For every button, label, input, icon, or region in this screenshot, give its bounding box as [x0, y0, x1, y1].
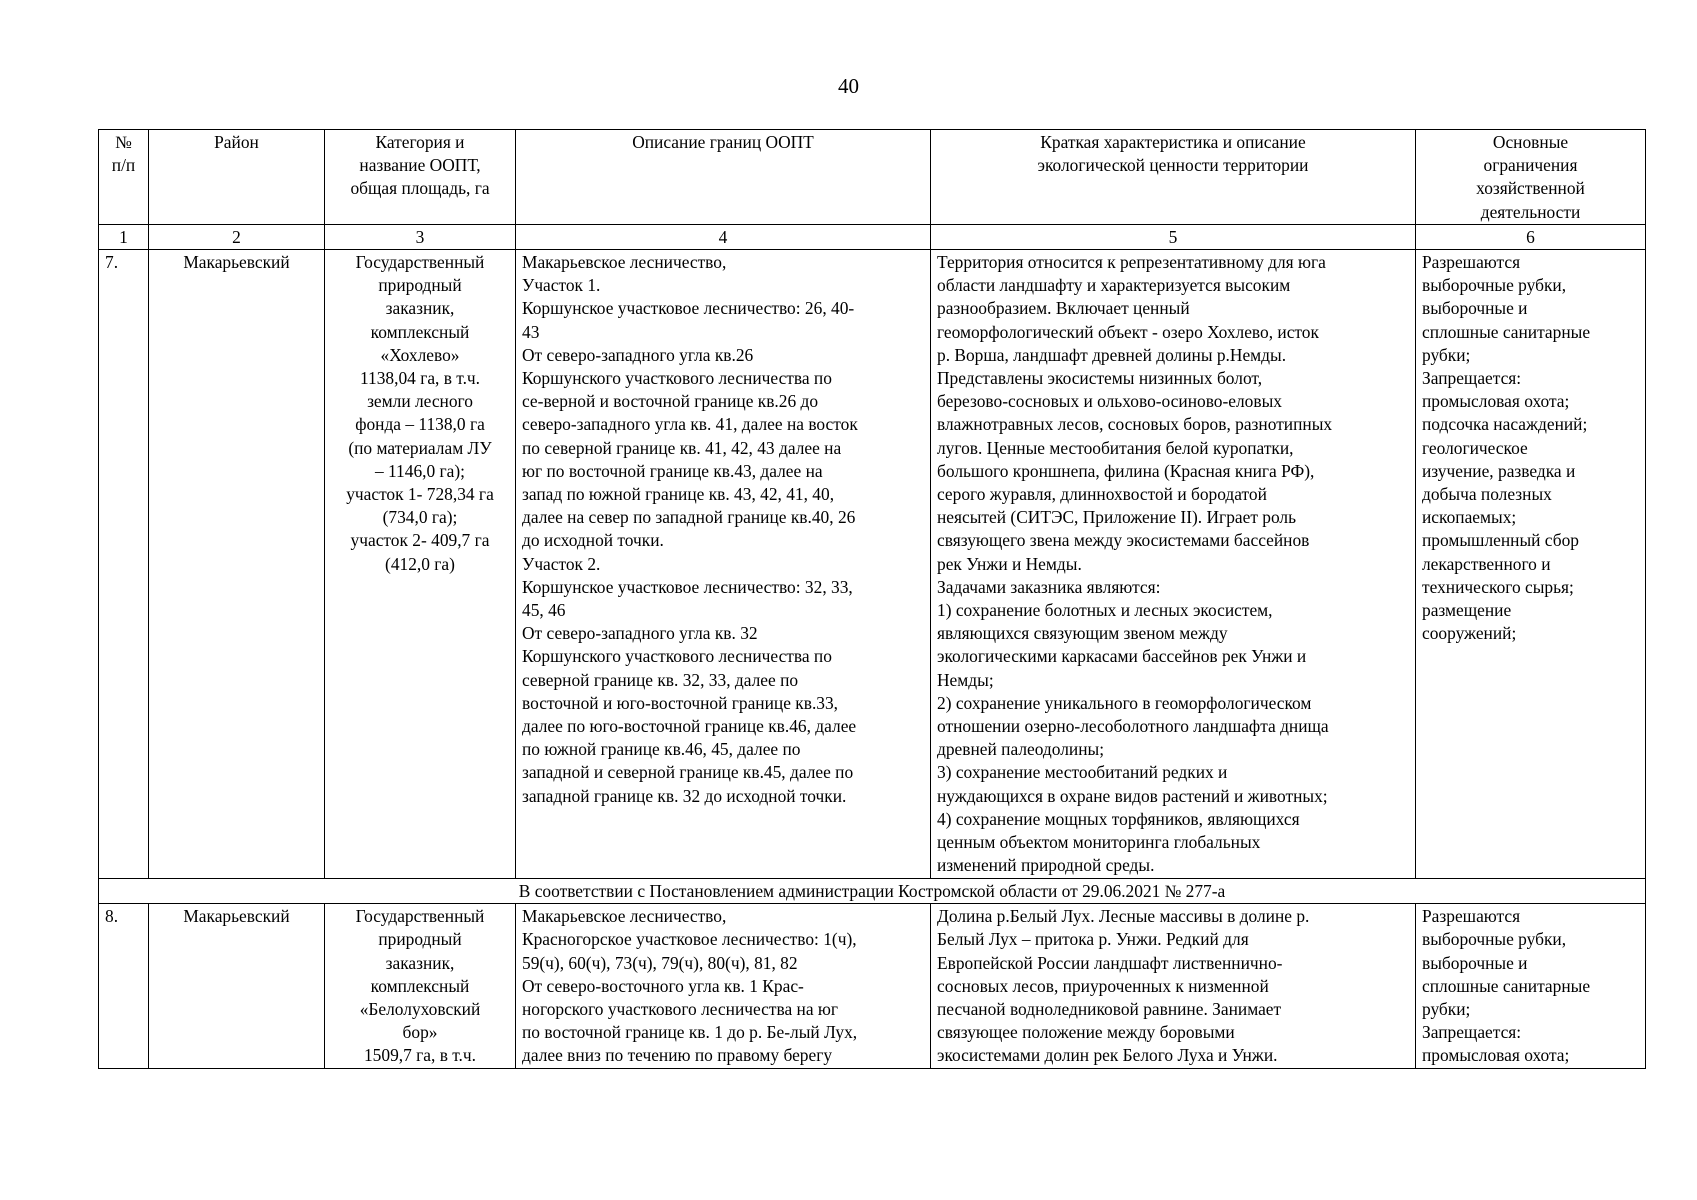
text-line: являющихся связующим звеном между	[937, 623, 1228, 644]
text-line: большого кроншнепа, филина (Красная книга РФ),	[937, 460, 1315, 481]
text-line: №	[115, 132, 132, 152]
header-restrictions	[1416, 130, 1646, 225]
text-line: по северной границе кв. 41, 42, 43 далее на	[522, 437, 842, 458]
row-number: 8.	[99, 904, 149, 1068]
text-line: древней палеодолины;	[937, 739, 1105, 760]
text-line: «Белолуховский	[359, 999, 481, 1020]
text-line: области ландшафту и характеризуется высоким	[937, 275, 1291, 296]
text-line: выборочные рубки,	[1422, 929, 1567, 950]
text-line: сплошные санитарные	[1422, 321, 1591, 342]
text-line: рубки;	[1422, 344, 1471, 365]
text-line: ископаемых;	[1422, 507, 1517, 528]
text-line: Запрещается:	[1422, 368, 1522, 389]
text-line: хозяйственной	[1476, 178, 1585, 199]
text-line: сооружений;	[1422, 623, 1517, 644]
column-number: 2	[149, 224, 325, 249]
text-line: фонда – 1138,0 га	[355, 414, 485, 435]
text-line: лугов. Ценные местообитания белой куропатки,	[937, 437, 1294, 458]
text-line: (по материалам ЛУ	[348, 437, 492, 458]
text-line: лекарственного и	[1422, 553, 1551, 574]
text-line: От северо-западного угла кв.26	[522, 344, 754, 365]
text-line: се-верной и восточной границе кв.26 до	[522, 391, 819, 412]
column-number: 1	[99, 224, 149, 249]
text-line: 1138,04 га, в т.ч.	[359, 368, 481, 389]
text-line: Запрещается:	[1422, 1022, 1522, 1043]
text-line: экосистемами долин рек Белого Луха и Унжи.	[937, 1045, 1278, 1066]
boundaries-cell	[516, 904, 931, 1068]
text-line: выборочные и	[1422, 298, 1528, 319]
text-line: по восточной границе кв. 1 до р. Бе-лый Лух,	[522, 1022, 858, 1043]
text-line: изучение, разведка и	[1422, 460, 1576, 481]
text-line: северо-западного угла кв. 41, далее на восток	[522, 414, 858, 435]
text-line: (734,0 га);	[382, 507, 458, 528]
text-line: Категория и	[375, 132, 465, 152]
text-line: Коршунское участковое лесничество: 26, 40-	[522, 298, 855, 319]
text-line: разнообразием. Включает ценный	[937, 298, 1190, 319]
text-line: 4) сохранение мощных торфяников, являющихся	[937, 808, 1300, 829]
text-line: выборочные и	[1422, 952, 1528, 973]
text-line: Красногорское участковое лесничество: 1(ч),	[522, 929, 857, 950]
text-line: Государственный	[355, 906, 485, 927]
text-line: ногорского участкового лесничества на юг	[522, 999, 839, 1020]
text-line: Краткая характеристика и описание	[1040, 132, 1306, 152]
description-cell	[931, 904, 1416, 1068]
text-line: Участок 1.	[522, 275, 601, 296]
table-row	[99, 250, 1646, 879]
text-line: серого журавля, длиннохвостой и бородатой	[937, 484, 1267, 505]
text-line: промысловая охота;	[1422, 391, 1570, 412]
page-number: 40	[838, 74, 859, 98]
text-line: выборочные рубки,	[1422, 275, 1567, 296]
text-line: запад по южной границе кв. 43, 42, 41, 40,	[522, 484, 835, 505]
text-line: по южной границе кв.46, 45, далее по	[522, 739, 801, 760]
text-line: Макарьевское лесничество,	[522, 906, 727, 927]
text-line: Европейской России ландшафт лиственнично-	[937, 952, 1283, 973]
text-line: связующего звена между экосистемами бассейнов	[937, 530, 1310, 551]
text-line: неясытей (СИТЭС, Приложение II). Играет роль	[937, 507, 1297, 528]
restrictions-cell	[1416, 904, 1646, 1068]
text-line: далее по юго-восточной границе кв.46, далее	[522, 716, 857, 737]
header-boundaries	[516, 130, 931, 225]
text-line: геоморфологический объект - озеро Хохлево, исток	[937, 321, 1319, 342]
text-line: Основные	[1492, 132, 1569, 152]
description-cell	[931, 250, 1416, 879]
text-line: Участок 2.	[522, 553, 601, 574]
text-line: далее вниз по течению по правому берегу	[522, 1045, 833, 1066]
text-line: Макарьевское лесничество,	[522, 252, 727, 273]
text-line: западной границе кв. 32 до исходной точки.	[522, 785, 847, 806]
header-category	[325, 130, 516, 225]
text-line: связующее положение между боровыми	[937, 1022, 1235, 1043]
text-line: Государственный	[355, 252, 485, 273]
text-line: рубки;	[1422, 999, 1471, 1020]
text-line: р. Ворша, ландшафт древней долины р.Немды.	[937, 344, 1287, 365]
text-line: Разрешаются	[1422, 906, 1521, 927]
text-line: Белый Лух – притока р. Унжи. Редкий для	[937, 929, 1249, 950]
banner-row	[99, 879, 1646, 904]
district-cell: Макарьевский	[149, 250, 325, 879]
text-line: добыча полезных	[1422, 484, 1552, 505]
header-district	[149, 130, 325, 225]
text-line: Коршунского участкового лесничества по	[522, 646, 832, 667]
column-number: 4	[516, 224, 931, 249]
text-line: п/п	[111, 155, 136, 176]
text-line: От северо-восточного угла кв. 1 Крас-	[522, 975, 804, 996]
text-line: нуждающихся в охране видов растений и животных;	[937, 785, 1328, 806]
text-line: технического сырья;	[1422, 576, 1574, 597]
text-line: заказник,	[385, 298, 455, 319]
text-line: Долина р.Белый Лух. Лесные массивы в долине р.	[937, 906, 1310, 927]
text-line: 3) сохранение местообитаний редких и	[937, 762, 1228, 783]
text-line: песчаной водноледниковой равнине. Занимает	[937, 999, 1282, 1020]
text-line: Коршунского участкового лесничества по	[522, 368, 832, 389]
row-number: 7.	[99, 250, 149, 879]
text-line: название ООПТ,	[359, 155, 481, 176]
header-num	[99, 130, 149, 225]
text-line: рек Унжи и Немды.	[937, 553, 1082, 574]
text-line: Описание границ ООПТ	[632, 132, 814, 152]
text-line: березово-сосновых и ольхово-осиново-еловых	[937, 391, 1282, 412]
category-cell	[325, 250, 516, 879]
text-line: сосновых лесов, приуроченных к низменной	[937, 975, 1269, 996]
category-cell	[325, 904, 516, 1068]
text-line: Территория относится к репрезентативному для юга	[937, 252, 1326, 273]
text-line: промысловая охота;	[1422, 1045, 1570, 1066]
text-line: 43	[522, 321, 540, 342]
column-number: 5	[931, 224, 1416, 249]
text-line: северной границе кв. 32, 33, далее по	[522, 669, 799, 690]
district-cell: Макарьевский	[149, 904, 325, 1068]
table-row	[99, 904, 1646, 1068]
header-row	[99, 130, 1646, 225]
boundaries-cell	[516, 250, 931, 879]
text-line: участок 2- 409,7 га	[350, 530, 490, 551]
text-line: 2) сохранение уникального в геоморфологическом	[937, 692, 1312, 713]
text-line: экологической ценности территории	[1037, 155, 1309, 176]
text-line: влажнотравных лесов, сосновых боров, разнотипных	[937, 414, 1333, 435]
text-line: западной и северной границе кв.45, далее по	[522, 762, 854, 783]
text-line: размещение	[1422, 600, 1512, 621]
text-line: 59(ч), 60(ч), 73(ч), 79(ч), 80(ч), 81, 82	[522, 952, 798, 973]
text-line: природный	[378, 929, 462, 950]
text-line: общая площадь, га	[350, 178, 490, 199]
text-line: 1) сохранение болотных и лесных экосистем,	[937, 600, 1273, 621]
text-line: (412,0 га)	[385, 553, 455, 574]
text-line: заказник,	[385, 952, 455, 973]
text-line: 45, 46	[522, 600, 566, 621]
text-line: природный	[378, 275, 462, 296]
text-line: деятельности	[1480, 201, 1581, 222]
column-number: 3	[325, 224, 516, 249]
text-line: Коршунское участковое лесничество: 32, 33,	[522, 576, 853, 597]
text-line: подсочка насаждений;	[1422, 414, 1588, 435]
text-line: бор»	[402, 1022, 438, 1043]
text-line: ценным объектом мониторинга глобальных	[937, 832, 1261, 853]
text-line: – 1146,0 га);	[374, 460, 466, 481]
text-line: изменений природной среды.	[937, 855, 1155, 876]
text-line: геологическое	[1422, 437, 1528, 458]
text-line: Разрешаются	[1422, 252, 1521, 273]
oopt-table	[98, 129, 1646, 1069]
text-line: сплошные санитарные	[1422, 975, 1591, 996]
text-line: Задачами заказника являются:	[937, 576, 1161, 597]
column-number: 6	[1416, 224, 1646, 249]
text-line: экологическими каркасами бассейнов рек Унжи и	[937, 646, 1307, 667]
text-line: 1509,7 га, в т.ч.	[363, 1045, 476, 1066]
header-description	[931, 130, 1416, 225]
resolution-banner: В соответствии с Постановлением администрации Костромской области от 29.06.2021 № 277-а	[99, 879, 1646, 904]
text-line: восточной и юго-восточной границе кв.33,	[522, 692, 839, 713]
text-line: промышленный сбор	[1422, 530, 1579, 551]
restrictions-cell	[1416, 250, 1646, 879]
text-line: ограничения	[1483, 155, 1578, 176]
column-numbers-row	[99, 224, 1646, 249]
text-line: юг по восточной границе кв.43, далее на	[522, 460, 823, 481]
text-line: Немды;	[937, 669, 994, 690]
text-line: комплексный	[370, 975, 470, 996]
text-line: комплексный	[370, 321, 470, 342]
text-line: Представлены экосистемы низинных болот,	[937, 368, 1263, 389]
text-line: От северо-западного угла кв. 32	[522, 623, 758, 644]
text-line: участок 1- 728,34 га	[346, 484, 494, 505]
text-line: до исходной точки.	[522, 530, 664, 551]
text-line: далее на север по западной границе кв.40, 26	[522, 507, 856, 528]
text-line: земли лесного	[367, 391, 473, 412]
text-line: отношении озерно-лесоболотного ландшафта днища	[937, 716, 1329, 737]
text-line: «Хохлево»	[380, 344, 460, 365]
text-line: Район	[214, 132, 259, 152]
